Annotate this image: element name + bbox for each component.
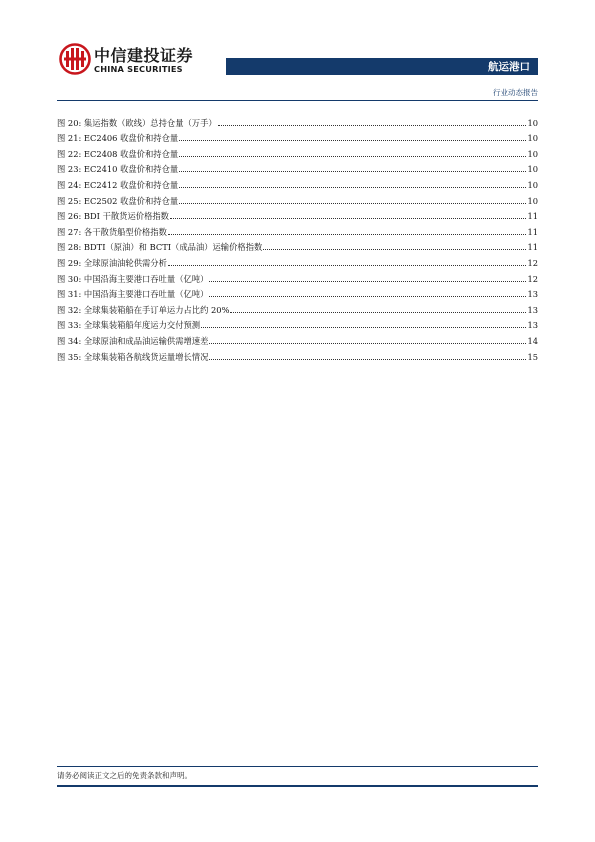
toc-entry[interactable] — [57, 159, 538, 175]
toc-dot-leader — [170, 212, 526, 219]
toc-entry-label: 图 28: BDTI（原油）和 BCTI（成品油）运输价格指数 — [57, 242, 263, 253]
footer-disclaimer: 请务必阅读正文之后的免责条款和声明。 — [57, 771, 192, 780]
toc-dot-leader — [230, 306, 526, 313]
toc-entry[interactable] — [57, 330, 538, 346]
footer-bar — [57, 785, 538, 787]
toc-dot-leader — [201, 321, 526, 328]
toc-entry-label: 图 26: BDI 干散货运价格指数 — [57, 211, 169, 222]
toc-entry[interactable] — [57, 346, 538, 362]
toc-entry-label: 图 21: EC2406 收盘价和持仓量 — [57, 133, 179, 144]
toc-entry[interactable] — [57, 268, 538, 284]
toc-entry[interactable] — [57, 190, 538, 206]
toc-dot-leader — [263, 243, 526, 250]
china-securities-logo-icon — [59, 43, 91, 75]
toc-entry-label: 图 35: 全球集装箱各航线货运量增长情况 — [57, 351, 209, 362]
toc-entry-page: 12 — [527, 257, 538, 268]
report-type-label: 行业动态报告 — [493, 88, 538, 97]
toc-entry-label: 图 29: 全球原油油轮供需分析 — [57, 257, 167, 268]
toc-entry-page: 15 — [527, 351, 538, 362]
toc-dot-leader — [218, 119, 527, 126]
toc-entry[interactable] — [57, 299, 538, 315]
toc-entry-page: 11 — [527, 211, 538, 222]
toc-dot-leader — [168, 228, 527, 235]
toc-entry-page: 10 — [527, 195, 538, 206]
toc-entry-page: 13 — [527, 304, 538, 315]
toc-entry-label: 图 31: 中国沿海主要港口吞吐量（亿吨） — [57, 289, 209, 300]
toc-entry-page: 10 — [527, 133, 538, 144]
brand-name-cn: 中信建投证券 — [94, 46, 194, 65]
brand-name-en: CHINA SECURITIES — [94, 64, 183, 74]
toc-entry-label: 图 25: EC2502 收盘价和持仓量 — [57, 195, 179, 206]
toc-entry[interactable] — [57, 206, 538, 222]
toc-entry[interactable] — [57, 237, 538, 253]
toc-entry[interactable] — [57, 174, 538, 190]
toc-dot-leader — [209, 337, 526, 344]
toc-entry-page: 10 — [527, 164, 538, 175]
header-divider — [57, 100, 538, 101]
header-section-bar — [226, 58, 538, 75]
toc-dot-leader — [209, 275, 526, 282]
toc-entry-label: 图 22: EC2408 收盘价和持仓量 — [57, 148, 179, 159]
toc-entry-label: 图 30: 中国沿海主要港口吞吐量（亿吨） — [57, 273, 209, 284]
toc-entry-page: 13 — [527, 289, 538, 300]
toc-dot-leader — [209, 290, 526, 297]
toc-entry-label: 图 34: 全球原油和成品油运输供需增速差 — [57, 335, 209, 346]
toc-dot-leader — [209, 353, 526, 360]
toc-entry[interactable] — [57, 143, 538, 159]
toc-entry-label: 图 20: 集运指数（欧线）总持仓量（万手） — [57, 117, 217, 128]
toc-entry-page: 11 — [527, 242, 538, 253]
toc-dot-leader — [179, 197, 526, 204]
toc-entry[interactable] — [57, 112, 538, 128]
toc-dot-leader — [179, 165, 526, 172]
toc-entry[interactable] — [57, 315, 538, 331]
toc-entry-page: 13 — [527, 320, 538, 331]
toc-entry[interactable] — [57, 284, 538, 300]
toc-entry-page: 12 — [527, 273, 538, 284]
footer-divider — [57, 766, 538, 767]
toc-entry-label: 图 23: EC2410 收盘价和持仓量 — [57, 164, 179, 175]
toc-entry-page: 14 — [527, 335, 538, 346]
toc-entry-page: 10 — [527, 148, 538, 159]
toc-entry-page: 11 — [527, 226, 538, 237]
toc-dot-leader — [179, 181, 526, 188]
toc-dot-leader — [179, 150, 526, 157]
toc-entry[interactable] — [57, 128, 538, 144]
toc-entry[interactable] — [57, 252, 538, 268]
header-section-title: 航运港口 — [488, 61, 530, 73]
toc-entry[interactable] — [57, 221, 538, 237]
toc-entry-page: 10 — [527, 117, 538, 128]
toc-entry-label: 图 32: 全球集装箱船在手订单运力占比约 20% — [57, 304, 230, 315]
figure-index-list — [57, 112, 538, 362]
toc-entry-label: 图 24: EC2412 收盘价和持仓量 — [57, 179, 179, 190]
toc-dot-leader — [168, 259, 527, 266]
toc-entry-page: 10 — [527, 179, 538, 190]
toc-entry-label: 图 27: 各干散货船型价格指数 — [57, 226, 167, 237]
toc-dot-leader — [179, 134, 526, 141]
toc-entry-label: 图 33: 全球集装箱船年度运力交付预测 — [57, 320, 201, 331]
